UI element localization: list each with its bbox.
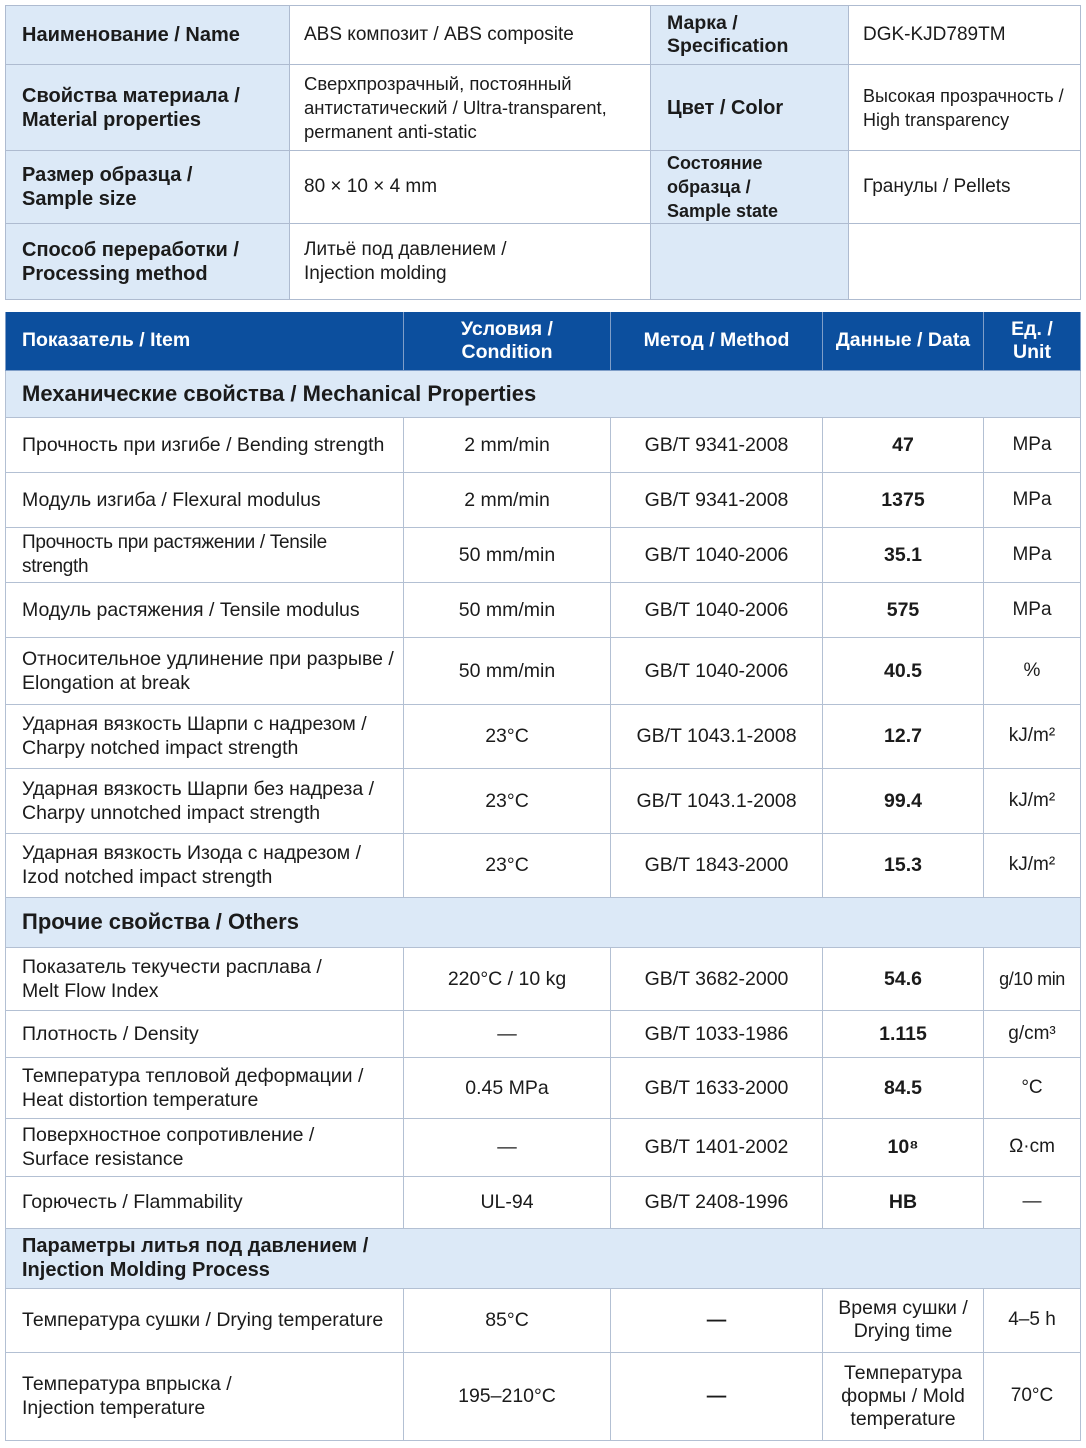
item-cell: Температура тепловой деформации / Heat distortion temperature (6, 1057, 404, 1118)
table-row (6, 1010, 1081, 1057)
param-cell: Время сушки / Drying time (823, 1288, 984, 1352)
condition-cell: — (404, 1118, 611, 1176)
props-value: Сверхпрозрачный, постоянный антистатический / Ultra-transparent, permanent anti-static (290, 65, 651, 151)
unit-cell: kJ/m² (984, 833, 1081, 897)
item-cell: Относительное удлинение при разрыве / Elongation at break (6, 637, 404, 704)
unit-cell: — (984, 1176, 1081, 1228)
condition-cell: UL-94 (404, 1176, 611, 1228)
header-data: Данные / Data (823, 312, 984, 370)
unit-cell: MPa (984, 527, 1081, 582)
param-value-cell: 4–5 h (984, 1288, 1081, 1352)
param-cell: Температура формы / Mold temperature (823, 1352, 984, 1440)
item-cell: Модуль растяжения / Tensile modulus (6, 582, 404, 637)
data-cell: 15.3 (823, 833, 984, 897)
condition-cell: 23°C (404, 833, 611, 897)
size-label: Размер образца / Sample size (6, 151, 290, 224)
method-cell: GB/T 1043.1-2008 (611, 768, 823, 833)
table-row (6, 1057, 1081, 1118)
data-cell: 99.4 (823, 768, 984, 833)
data-cell: 35.1 (823, 527, 984, 582)
item-cell: Модуль изгиба / Flexural modulus (6, 472, 404, 527)
table-row (6, 704, 1081, 768)
item-cell: Температура сушки / Drying temperature (6, 1288, 404, 1352)
section-others-title: Прочие свойства / Others (6, 897, 1081, 947)
unit-cell: g/cm³ (984, 1010, 1081, 1057)
method-cell: GB/T 2408-1996 (611, 1176, 823, 1228)
header-unit: Ед. / Unit (984, 312, 1081, 370)
unit-cell: kJ/m² (984, 704, 1081, 768)
state-label: Состояние образца / Sample state (651, 151, 849, 224)
item-cell: Горючесть / Flammability (6, 1176, 404, 1228)
table-row (6, 582, 1081, 637)
table-row (6, 1352, 1081, 1440)
table-row (6, 637, 1081, 704)
unit-cell: kJ/m² (984, 768, 1081, 833)
method-cell: GB/T 9341-2008 (611, 417, 823, 472)
condition-cell: — (404, 1010, 611, 1057)
data-cell: 10⁸ (823, 1118, 984, 1176)
method-cell: GB/T 1633-2000 (611, 1057, 823, 1118)
condition-cell: 23°C (404, 768, 611, 833)
section-injection-title: Параметры литья под давлением / Injection Molding Process (6, 1228, 1081, 1288)
method-label: Способ переработки / Processing method (6, 224, 290, 300)
table-row (6, 472, 1081, 527)
data-cell: 47 (823, 417, 984, 472)
item-cell: Прочность при изгибе / Bending strength (6, 417, 404, 472)
table-row (6, 833, 1081, 897)
method-cell: GB/T 1040-2006 (611, 527, 823, 582)
spec-value: DGK-KJD789TM (849, 6, 1081, 65)
data-cell: 575 (823, 582, 984, 637)
condition-cell: 50 mm/min (404, 527, 611, 582)
method-cell: — (611, 1352, 823, 1440)
condition-cell: 0.45 MPa (404, 1057, 611, 1118)
item-cell: Показатель текучести расплава / Melt Flow Index (6, 947, 404, 1010)
unit-cell: MPa (984, 582, 1081, 637)
method-cell: GB/T 1040-2006 (611, 637, 823, 704)
material-info-table (5, 5, 1081, 300)
method-value: Литьё под давлением / Injection molding (290, 224, 651, 300)
condition-cell: 220°C / 10 kg (404, 947, 611, 1010)
unit-cell: MPa (984, 417, 1081, 472)
condition-cell: 50 mm/min (404, 582, 611, 637)
unit-cell: % (984, 637, 1081, 704)
method-cell: GB/T 3682-2000 (611, 947, 823, 1010)
method-cell: GB/T 1843-2000 (611, 833, 823, 897)
item-cell: Прочность при растяжении / Tensile strength (6, 527, 404, 582)
size-value: 80 × 10 × 4 mm (290, 151, 651, 224)
props-label: Свойства материала / Material properties (6, 65, 290, 151)
method-cell: GB/T 1401-2002 (611, 1118, 823, 1176)
data-cell: 12.7 (823, 704, 984, 768)
item-cell: Ударная вязкость Шарпи с надрезом / Charpy notched impact strength (6, 704, 404, 768)
empty-cell (849, 224, 1081, 300)
empty-cell (651, 224, 849, 300)
value-cell: 195–210°C (404, 1352, 611, 1440)
condition-cell: 23°C (404, 704, 611, 768)
header-method: Метод / Method (611, 312, 823, 370)
state-value: Гранулы / Pellets (849, 151, 1081, 224)
header-condition: Условия / Condition (404, 312, 611, 370)
data-cell: 54.6 (823, 947, 984, 1010)
method-cell: — (611, 1288, 823, 1352)
name-value: ABS композит / ABS composite (290, 6, 651, 65)
unit-cell: Ω·cm (984, 1118, 1081, 1176)
value-cell: 85°C (404, 1288, 611, 1352)
data-cell: 84.5 (823, 1057, 984, 1118)
item-cell: Ударная вязкость Изода с надрезом / Izod notched impact strength (6, 833, 404, 897)
table-row (6, 1288, 1081, 1352)
unit-cell: °C (984, 1057, 1081, 1118)
unit-cell: g/10 min (984, 947, 1081, 1010)
section-mechanical-title: Механические свойства / Mechanical Properties (6, 370, 1081, 417)
condition-cell: 2 mm/min (404, 472, 611, 527)
method-cell: GB/T 1043.1-2008 (611, 704, 823, 768)
table-row (6, 947, 1081, 1010)
table-row (6, 768, 1081, 833)
table-row (6, 527, 1081, 582)
table-row (6, 1118, 1081, 1176)
data-cell: 1375 (823, 472, 984, 527)
name-label: Наименование / Name (6, 6, 290, 65)
method-cell: GB/T 1040-2006 (611, 582, 823, 637)
table-row (6, 417, 1081, 472)
data-cell: 1.115 (823, 1010, 984, 1057)
table-row (6, 1176, 1081, 1228)
data-cell: HB (823, 1176, 984, 1228)
method-cell: GB/T 1033-1986 (611, 1010, 823, 1057)
condition-cell: 50 mm/min (404, 637, 611, 704)
properties-table (5, 312, 1081, 1441)
method-cell: GB/T 9341-2008 (611, 472, 823, 527)
item-cell: Температура впрыска / Injection temperature (6, 1352, 404, 1440)
condition-cell: 2 mm/min (404, 417, 611, 472)
color-label: Цвет / Color (651, 65, 849, 151)
data-cell: 40.5 (823, 637, 984, 704)
spec-label: Марка / Specification (651, 6, 849, 65)
param-value-cell: 70°C (984, 1352, 1081, 1440)
color-value: Высокая прозрачность / High transparency (849, 65, 1081, 151)
item-cell: Ударная вязкость Шарпи без надреза / Charpy unnotched impact strength (6, 768, 404, 833)
header-item: Показатель / Item (6, 312, 404, 370)
item-cell: Плотность / Density (6, 1010, 404, 1057)
item-cell: Поверхностное сопротивление / Surface resistance (6, 1118, 404, 1176)
unit-cell: MPa (984, 472, 1081, 527)
